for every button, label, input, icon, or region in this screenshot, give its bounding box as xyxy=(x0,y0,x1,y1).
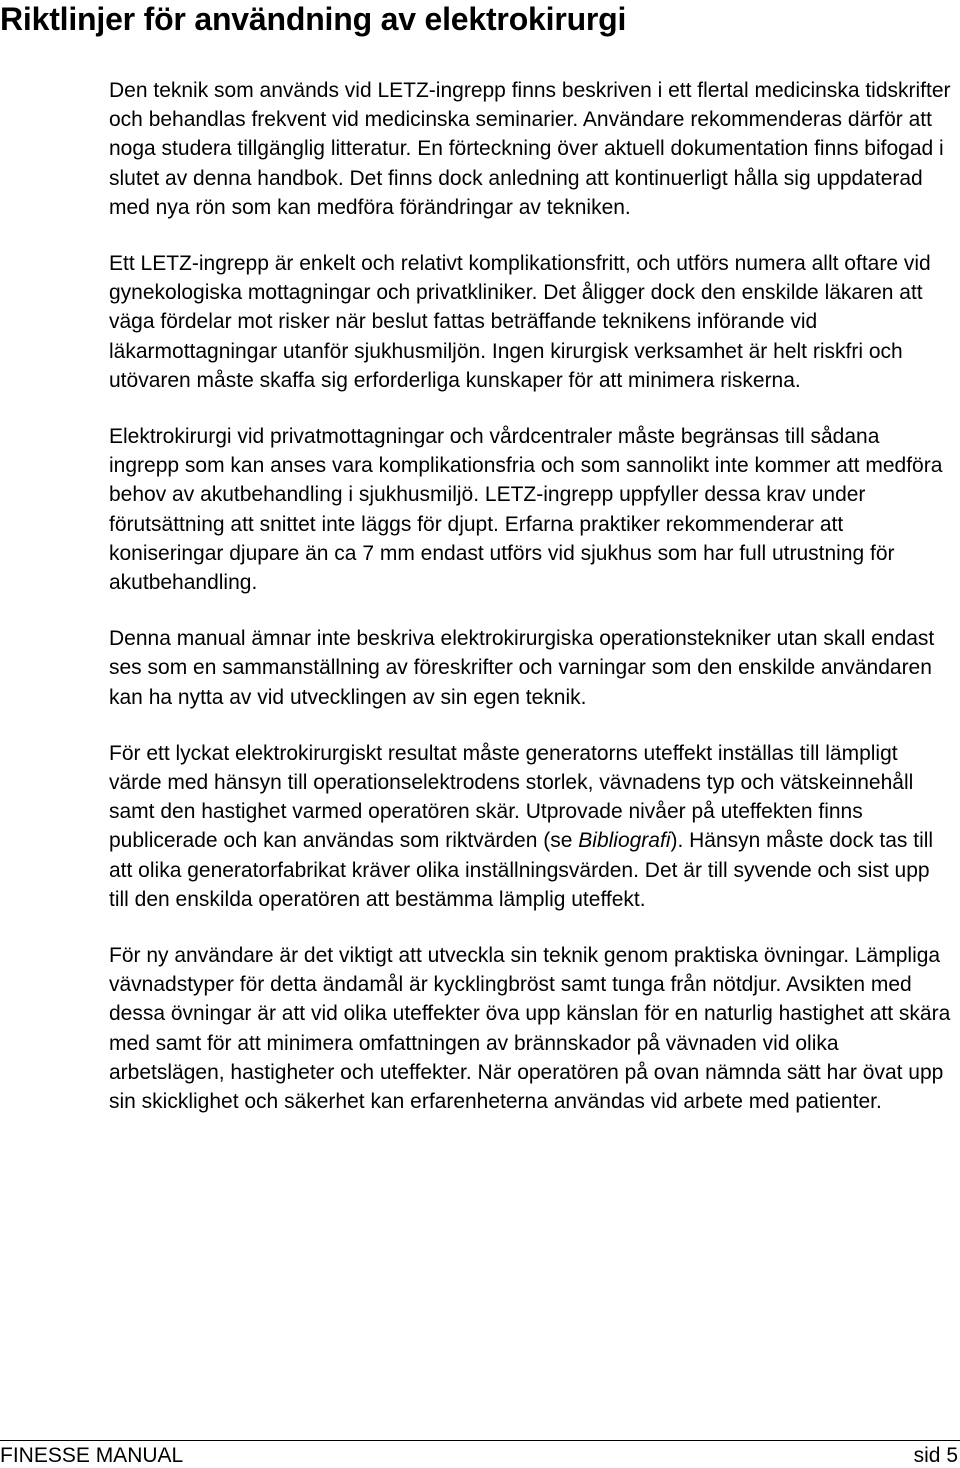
paragraph-output-power-text-before: För ett lyckat elektrokirurgiskt resultat måste generatorns uteffekt inställas till lämpligt värde med hänsyn till operationselektrodens storlek, vävnadens typ och vätskeinnehåll samt den hastighet varmed operatören skär. Utprovade nivåer på uteffekten finns publicerade och kan användas som riktvärden (se xyxy=(109,741,914,853)
paragraph-output-power-text-after: ). Hänsyn måste dock tas till att olika generatorfabrikat kräver olika inställningsvärden. Det är till syvende och sist upp till den enskilda operatören att bestämma lämplig uteffekt. xyxy=(109,829,934,911)
footer-manual-name: FINESSE MANUAL xyxy=(0,1444,184,1467)
footer-page-number: sid 5 xyxy=(913,1444,958,1467)
body-text xyxy=(109,76,954,1143)
paragraph-manual-scope: Denna manual ämnar inte beskriva elektrokirurgiska operationstekniker utan skall endast ses som en sammanställning av föreskrifter och varningar som den enskilde användaren kan ha nytta av vid utvecklingen av sin egen teknik. xyxy=(109,627,935,709)
page-title: Riktlinjer för användning av elektrokirurgi xyxy=(0,1,627,37)
paragraph-output-power xyxy=(109,739,954,914)
paragraph-letz-technique: Den teknik som används vid LETZ-ingrepp finns beskriven i ett flertal medicinska tidskrifter och behandlas frekvent vid medicinska seminarier. Användare rekommenderas därför att noga studera tillgänglig litteratur. En förteckning över aktuell dokumentation finns bifogad i slutet av denna handbok. Det finns dock anledning att kontinuerligt hålla sig uppdaterad med nya rön som kan medföra förändringar av tekniken. xyxy=(109,79,951,219)
paragraph-letz-risks: Ett LETZ-ingrepp är enkelt och relativt komplikationsfritt, och utförs numera allt oftare vid gynekologiska mottagningar och privatkliniker. Det åligger dock den enskilde läkaren att väga fördelar mot risker när beslut fattas beträffande teknikens införande vid läkarmottagningar utanför sjukhusmiljön. Ingen kirurgisk verksamhet är helt riskfri och utövaren måste skaffa sig erforderliga kunskaper för att minimera riskerna. xyxy=(109,252,931,392)
footer-divider xyxy=(0,1440,960,1441)
bibliography-reference: Bibliografi xyxy=(578,829,671,853)
paragraph-private-practice: Elektrokirurgi vid privatmottagningar och vårdcentraler måste begränsas till sådana ingrepp som kan anses vara komplikationsfria och som sannolikt inte kommer att medföra behov av akutbehandling i sjukhusmiljö. LETZ-ingrepp uppfyller dessa krav under förutsättning att snittet inte läggs för djupt. Erfarna praktiker rekommenderar att koniseringar djupare än ca 7 mm endast utförs vid sjukhus som har full utrustning för akutbehandling. xyxy=(109,425,943,595)
paragraph-practice-exercises: För ny användare är det viktigt att utveckla sin teknik genom praktiska övningar. Lämpliga vävnadstyper för detta ändamål är kycklingbröst samt tunga från nötdjur. Avsikten med dessa övningar är att vid olika uteffekter öva upp känslan för en naturlig hastighet att skära med samt för att minimera omfattningen av brännskador på vävnaden vid olika arbetslägen, hastigheter och uteffekter. När operatören på ovan nämnda sätt har övat upp sin skicklighet och säkerhet kan erfarenheterna användas vid arbete med patienter. xyxy=(109,944,951,1114)
